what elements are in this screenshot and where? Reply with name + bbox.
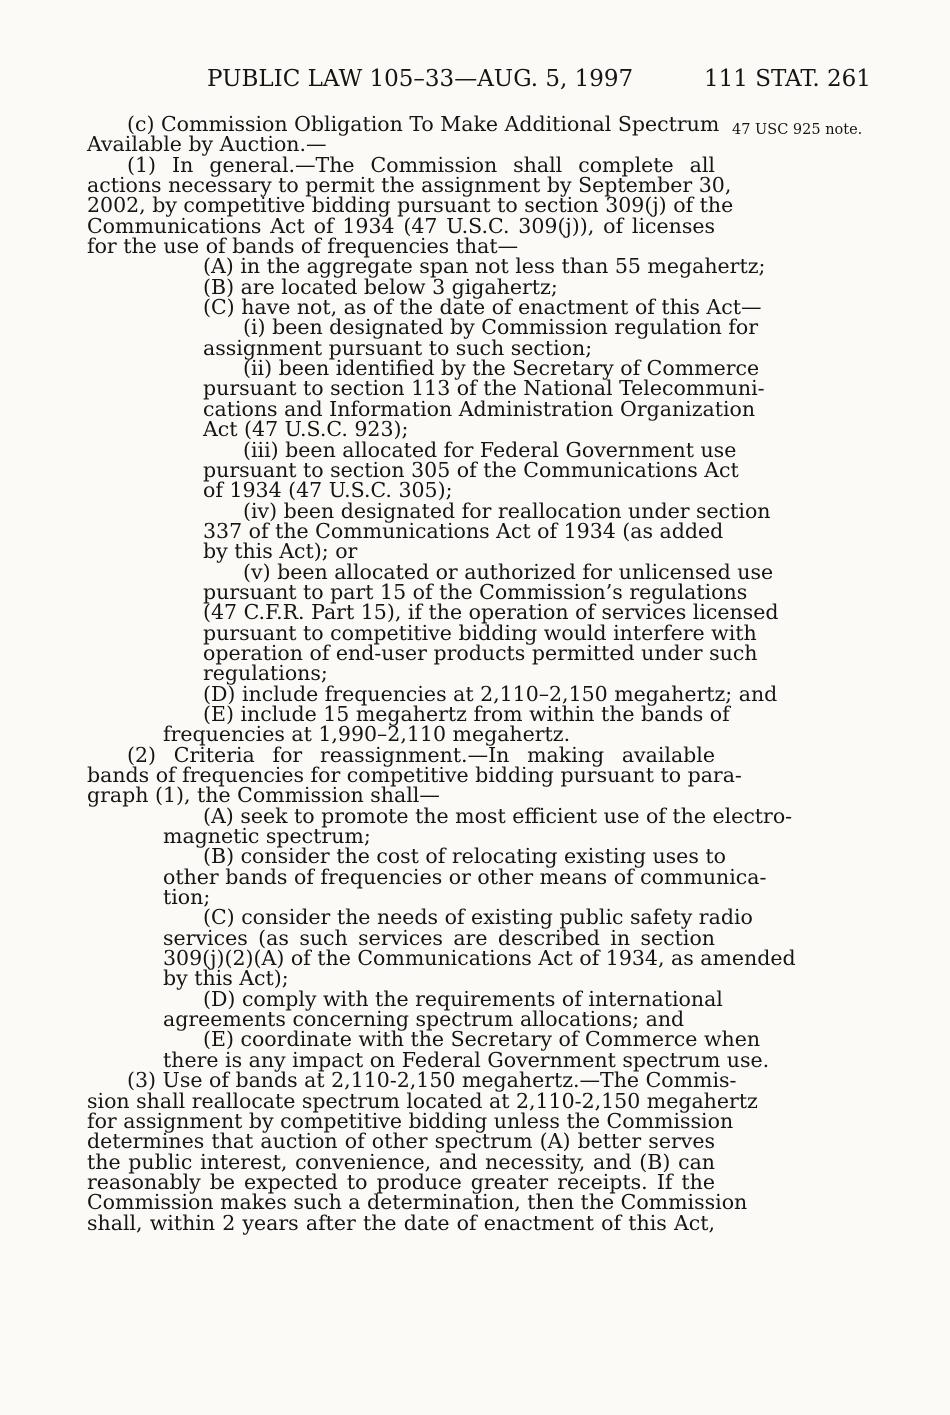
text-line-content: Communications Act of 1934 (47 U.S.C. 309(j)), of licenses [87, 213, 715, 238]
text-line-content: of 1934 (47 U.S.C. 305); [203, 478, 453, 503]
text-line [87, 783, 715, 808]
text-line [87, 579, 748, 604]
text-line-content: (D) comply with the requirements of international [203, 986, 723, 1011]
text-line-content: pursuant to competitive bidding would interfere with [203, 620, 757, 645]
text-line-content: (v) been allocated or authorized for unlicensed use [243, 559, 774, 584]
text-line-content: pursuant to part 15 of the Commission’s regulations [203, 579, 748, 604]
text-line-content: tion; [163, 885, 211, 910]
text-line [87, 173, 732, 198]
text-line-content: (A) seek to promote the most efficient use of the electro- [203, 803, 793, 828]
text-line-content: (c) Commission Obligation To Make Additional Spectrum [127, 112, 720, 136]
text-line [87, 274, 715, 299]
text-line [87, 152, 715, 177]
text-line [87, 1149, 715, 1174]
text-line [87, 803, 793, 828]
statute-body-text [87, 112, 796, 1235]
text-line-content: (B) consider the cost of relocating existing uses to [203, 844, 726, 869]
text-line [87, 315, 759, 340]
text-line [87, 1088, 758, 1113]
running-header-page-number: 111 STAT. 261 [704, 66, 871, 92]
text-line [87, 701, 730, 726]
text-line-content: for the use of bands of frequencies that— [87, 234, 519, 259]
text-line-content: (i) been designated by Commission regulation for [243, 315, 759, 340]
text-line [87, 295, 762, 320]
text-line-content: (3) Use of bands at 2,110-2,150 megahertz.—The Commis- [127, 1068, 737, 1093]
text-line-content: Act (47 U.S.C. 923); [203, 417, 409, 442]
text-line [87, 518, 724, 543]
text-line [87, 254, 766, 279]
text-line-content: operation of end-user products permitted under such [203, 640, 758, 665]
text-line-content: Commission makes such a determination, then the Commission [87, 1190, 748, 1215]
text-line [87, 457, 739, 482]
text-line-content: (2) Criteria for reassignment.—In making available [127, 742, 715, 767]
text-line [87, 1210, 715, 1235]
text-line [87, 132, 715, 157]
text-line [87, 885, 715, 910]
text-line [87, 498, 771, 523]
text-line [87, 925, 715, 950]
text-line [87, 1169, 715, 1194]
text-line-content: 309(j)(2)(A) of the Communications Act of 1934, as amended [163, 946, 796, 971]
text-line-content: (iii) been allocated for Federal Government use [243, 437, 737, 462]
text-line-content: (D) include frequencies at 2,110–2,150 megahertz; and [203, 681, 778, 706]
text-line [87, 234, 715, 259]
text-line [87, 763, 742, 787]
text-line [87, 946, 796, 971]
text-line [87, 1047, 770, 1072]
text-line [87, 1068, 737, 1093]
text-line [87, 681, 778, 706]
text-line-content: Available by Auction.— [87, 132, 327, 157]
text-line [87, 539, 715, 564]
margin-citation-note: 47 USC 925 note. [732, 122, 863, 138]
text-line-content: shall, within 2 years after the date of enactment of this Act, [87, 1210, 715, 1235]
text-line [87, 417, 715, 442]
text-line-content: pursuant to section 305 of the Communications Act [203, 457, 739, 482]
text-line-content: (47 C.F.R. Part 15), if the operation of services licensed [203, 600, 779, 625]
text-line [87, 1129, 715, 1154]
text-line-content: assignment pursuant to such section; [203, 335, 593, 360]
text-line [87, 112, 720, 136]
text-line [87, 905, 753, 930]
text-line-content: sion shall reallocate spectrum located at 2,110-2,150 megahertz [87, 1088, 758, 1113]
text-line-content: by this Act); or [203, 539, 358, 564]
text-line [87, 1007, 715, 1032]
text-line-content: (E) include 15 megahertz from within the bands of [203, 701, 730, 726]
text-line [87, 335, 715, 360]
text-line-content: cations and Information Administration Organization [203, 396, 756, 421]
text-line-content: for assignment by competitive bidding unless the Commission [87, 1108, 734, 1133]
text-line-content: graph (1), the Commission shall— [87, 783, 440, 808]
text-line-content: 337 of the Communications Act of 1934 (as added [203, 518, 724, 543]
running-header-title: PUBLIC LAW 105–33—AUG. 5, 1997 [207, 66, 634, 92]
text-line-content: there is any impact on Federal Government spectrum use. [163, 1047, 770, 1072]
text-line-content: (1) In general.—The Commission shall complete all [127, 152, 715, 177]
text-line [87, 1190, 748, 1215]
text-line-content: reasonably be expected to produce greater receipts. If the [87, 1169, 715, 1194]
text-line [87, 986, 723, 1011]
text-line-content: bands of frequencies for competitive bidding pursuant to para- [87, 763, 742, 787]
text-line-content: (A) in the aggregate span not less than 55 megahertz; [203, 254, 766, 279]
text-line [87, 620, 757, 645]
text-line-content: pursuant to section 113 of the National Telecommuni- [203, 376, 765, 401]
text-line [87, 600, 779, 625]
text-line-content: (E) coordinate with the Secretary of Commerce when [203, 1027, 761, 1052]
text-line [87, 844, 726, 869]
text-line [87, 722, 715, 747]
text-line [87, 193, 734, 218]
text-line [87, 966, 715, 991]
text-line [87, 213, 715, 238]
text-line [87, 742, 715, 767]
text-line-content: regulations; [203, 661, 328, 686]
text-line-content: (ii) been identified by the Secretary of Commerce [243, 356, 760, 381]
text-line [87, 1027, 761, 1052]
text-line [87, 1108, 734, 1133]
text-line-content: frequencies at 1,990–2,110 megahertz. [163, 722, 571, 747]
text-line-content: 2002, by competitive bidding pursuant to section 309(j) of the [87, 193, 734, 218]
text-line [87, 864, 767, 889]
text-line [87, 396, 756, 421]
text-line-content: (C) have not, as of the date of enactment of this Act— [203, 295, 762, 320]
text-line-content: services (as such services are described in section [163, 925, 715, 950]
text-line-content: the public interest, convenience, and necessity, and (B) can [87, 1149, 715, 1174]
text-line [87, 437, 737, 462]
text-line-content: by this Act); [163, 966, 289, 991]
text-line-content: agreements concerning spectrum allocations; and [163, 1007, 685, 1032]
text-line-content: other bands of frequencies or other means of communica- [163, 864, 767, 889]
text-line [87, 376, 765, 401]
text-line-content: magnetic spectrum; [163, 824, 371, 849]
text-line [87, 661, 715, 686]
text-line-content: determines that auction of other spectrum (A) better serves [87, 1129, 715, 1154]
text-line-content: (C) consider the needs of existing public safety radio [203, 905, 753, 930]
text-line-content: (B) are located below 3 gigahertz; [203, 274, 558, 299]
text-line [87, 824, 715, 849]
text-line [87, 559, 774, 584]
text-line-content: (iv) been designated for reallocation under section [243, 498, 771, 523]
text-line-content: actions necessary to permit the assignment by September 30, [87, 173, 732, 198]
text-line [87, 640, 758, 665]
text-line [87, 356, 760, 381]
text-line [87, 478, 715, 503]
